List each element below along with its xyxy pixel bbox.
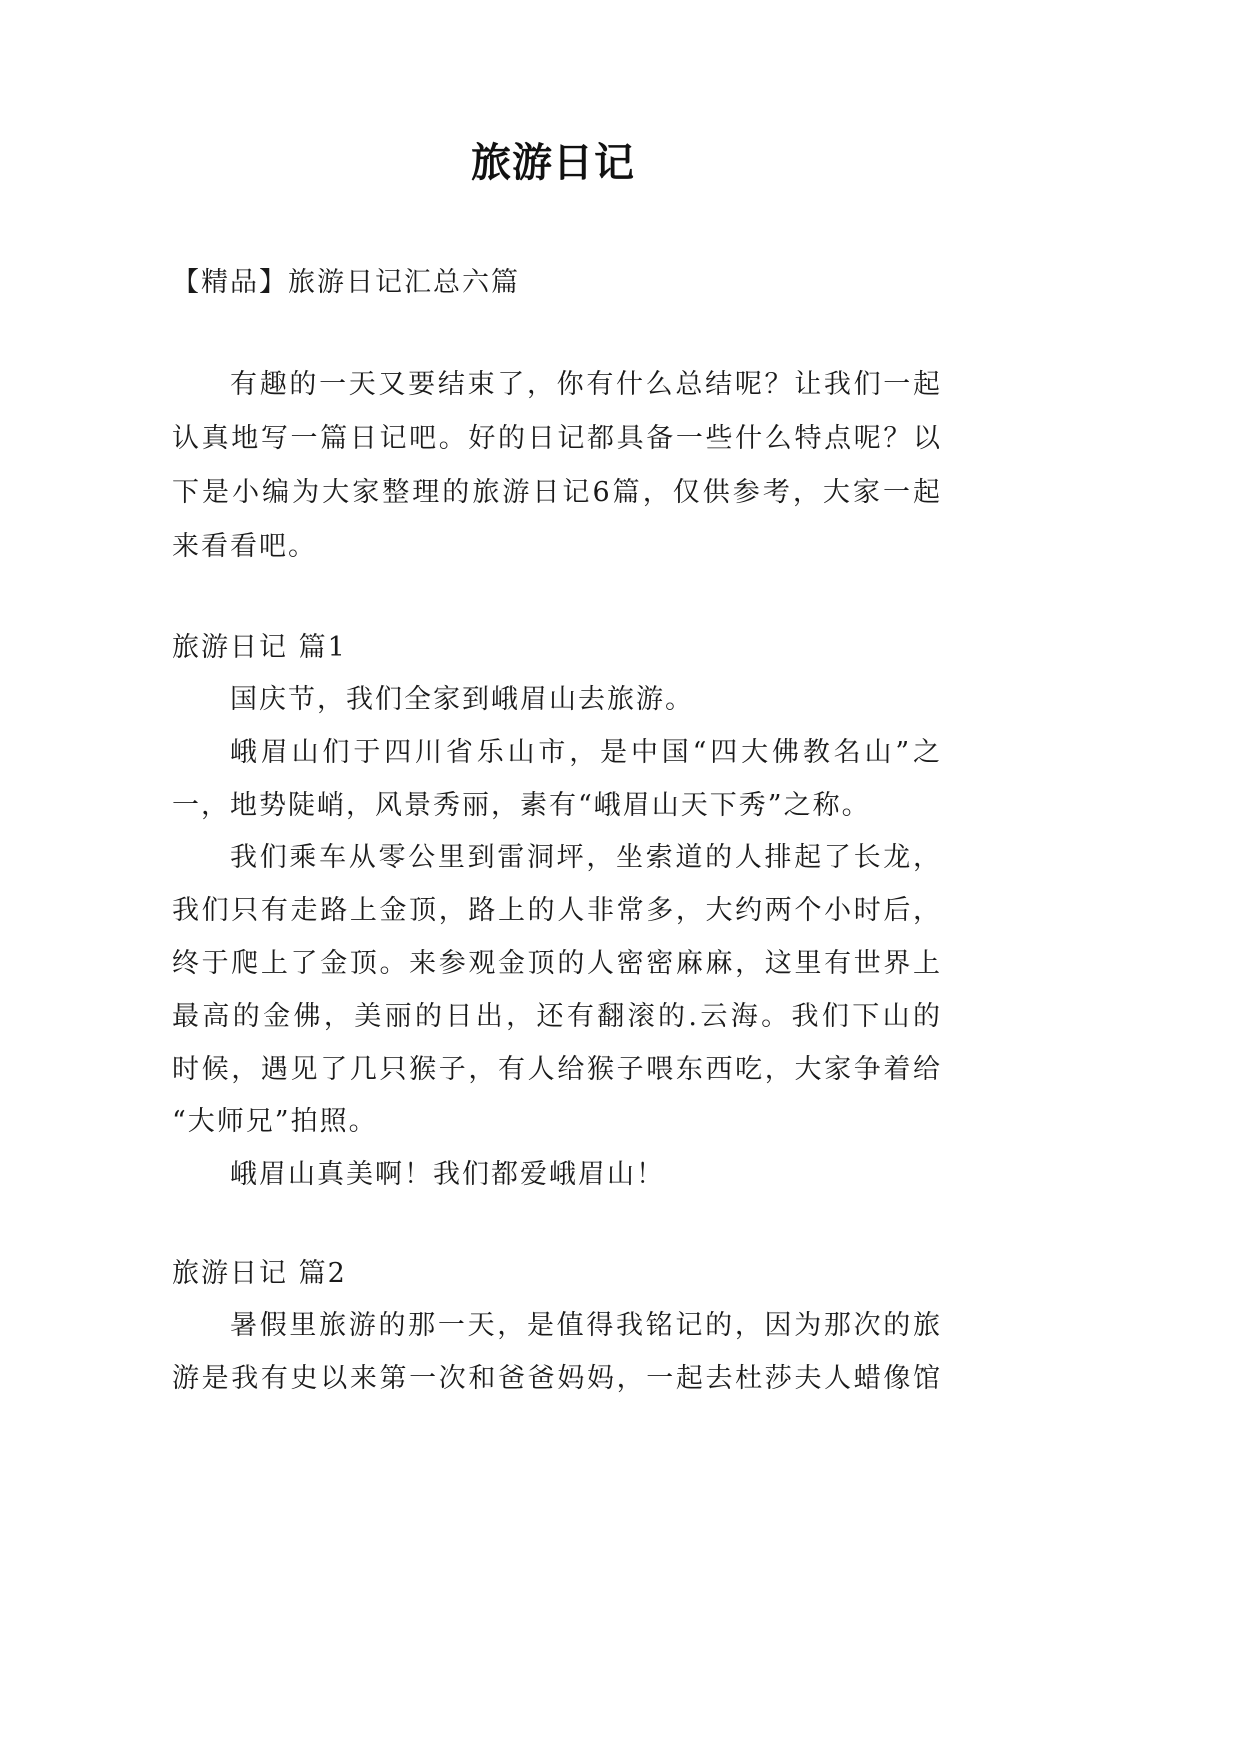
section-heading: 旅游日记 篇2 — [172, 1257, 347, 1289]
text-line: “大师兄”拍照。 — [172, 1106, 378, 1138]
diary-section-1 — [172, 621, 942, 1202]
body-paragraph — [172, 674, 942, 727]
text-line: 峨眉山真美啊！我们都爱峨眉山！ — [230, 1159, 665, 1191]
text-line: 我们只有走路上金顶，路上的人非常多，大约两个小时后， — [172, 895, 942, 927]
body-paragraph — [172, 727, 942, 833]
body-paragraph — [172, 1149, 942, 1202]
text-line: 终于爬上了金顶。来参观金顶的人密密麻麻，这里有世界上 — [172, 947, 942, 979]
section-heading: 旅游日记 篇1 — [172, 632, 347, 663]
text-line: 峨眉山们于四川省乐山市，是中国“四大佛教名山”之 — [230, 736, 942, 768]
diary-section-2 — [172, 1247, 942, 1406]
text-line: 有趣的一天又要结束了，你有什么总结呢？让我们一起 — [230, 369, 942, 400]
body-paragraph — [172, 832, 942, 1149]
text-line: 国庆节，我们全家到峨眉山去旅游。 — [230, 684, 694, 715]
text-line: 暑假里旅游的那一天，是值得我铭记的，因为那次的旅 — [230, 1309, 942, 1341]
body-paragraph — [172, 1300, 942, 1406]
intro-paragraph — [172, 358, 942, 574]
text-line: 一，地势陡峭，风景秀丽，素有“峨眉山天下秀”之称。 — [172, 789, 871, 821]
text-line: 下是小编为大家整理的旅游日记6篇，仅供参考，大家一起 — [172, 477, 942, 508]
text-line: 时候，遇见了几只猴子，有人给猴子喂东西吃，大家争着给 — [172, 1053, 942, 1085]
text-line: 游是我有史以来第一次和爸爸妈妈，一起去杜莎夫人蜡像馆 — [172, 1362, 942, 1394]
document-body — [172, 0, 942, 1406]
text-line: 我们乘车从零公里到雷洞坪，坐索道的人排起了长龙， — [230, 842, 942, 874]
text-line: 最高的金佛，美丽的日出，还有翻滚的.云海。我们下山的 — [172, 1000, 942, 1032]
document-subtitle: 【精品】旅游日记汇总六篇 — [172, 267, 520, 298]
text-line: 来看看吧。 — [172, 531, 317, 562]
document-title: 旅游日记 — [471, 139, 635, 186]
text-line: 认真地写一篇日记吧。好的日记都具备一些什么特点呢？以 — [172, 423, 942, 454]
